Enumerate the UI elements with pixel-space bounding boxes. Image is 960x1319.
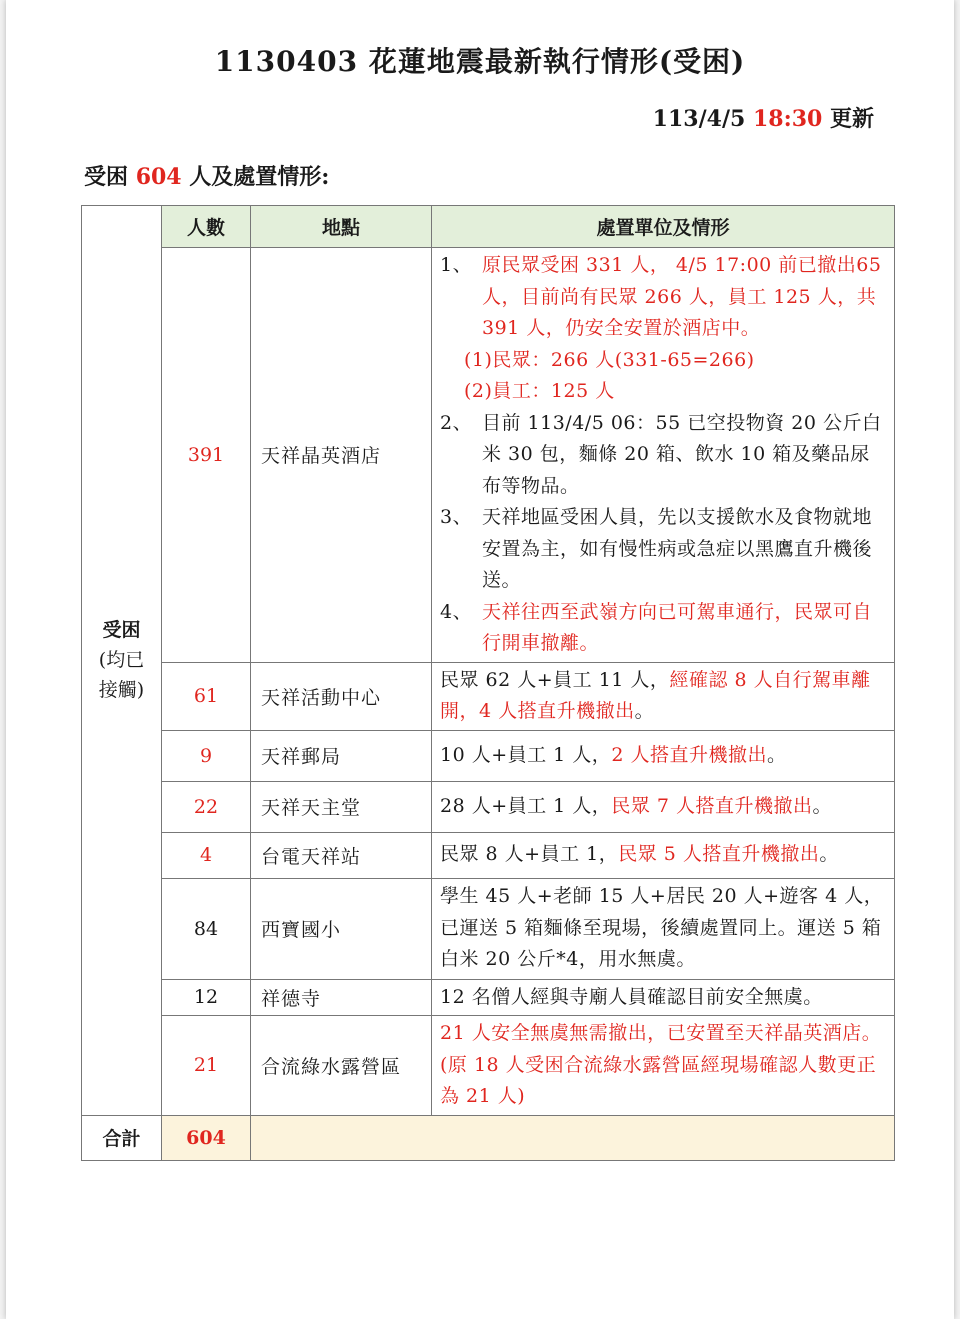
detail-item [440,597,888,660]
row-count: 9 [162,730,251,781]
item-text: 天祥往西至武嶺方向已可駕車通行，民眾可自行開車撤離。 [482,600,873,654]
detail-text-red: 民眾 7 人搭直升機撤出 [611,794,813,817]
row-detail [432,781,895,832]
row-count: 391 [162,248,251,663]
detail-text-red: 2 人搭直升機撤出 [611,743,767,766]
row-detail [432,248,895,663]
update-timestamp [653,102,874,133]
item-number: 1、 [440,254,473,276]
detail-text: 28 人+員工 1 人， [440,794,612,817]
side-label-line1: 受困 [102,619,141,642]
total-row [82,1115,895,1160]
detail-text-end: 。 [819,843,839,866]
header-place: 地點 [251,206,432,248]
item-number: 2、 [440,411,473,434]
sub-item: (1)民眾：266 人(331-65=266) [464,348,755,371]
table-row [82,730,895,781]
row-detail [432,662,895,730]
row-count: 21 [162,1016,251,1116]
row-count: 4 [162,832,251,878]
row-detail: 21 人安全無虞無需撤出，已安置至天祥晶英酒店。(原 18 人受困合流綠水露營區經現場確認人數更正為 21 人) [432,1016,895,1116]
section-heading [84,160,329,191]
detail-text: 民眾 62 人+員工 11 人， [440,668,670,691]
header-detail: 處置單位及情形 [432,206,895,248]
row-detail: 12 名僧人經與寺廟人員確認目前安全無虞。 [432,979,895,1016]
row-place: 天祥晶英酒店 [251,248,432,663]
table-row [82,1016,895,1116]
row-place: 台電天祥站 [251,832,432,878]
table-row [82,979,895,1016]
row-place: 合流綠水露營區 [251,1016,432,1116]
update-date: 113/4/5 [652,106,746,132]
item-number: 4、 [440,600,473,623]
detail-text: 10 人+員工 1 人， [440,743,612,766]
section-heading-suffix: 人及處置情形: [189,164,330,190]
table-row [82,878,895,979]
detail-text-red: 民眾 5 人搭直升機撤出 [618,843,820,866]
row-place: 西寶國小 [251,878,432,979]
item-number: 3、 [440,506,473,528]
total-count: 604 [162,1115,251,1160]
detail-text-red: 經確認 8 人自行駕車離開，4 人搭直升機撤出 [440,668,871,722]
section-heading-count: 604 [135,164,182,190]
detail-text: 民眾 8 人+員工 1， [440,843,619,866]
row-count: 22 [162,781,251,832]
detail-text-end: 。 [766,743,787,766]
table-row [82,781,895,832]
header-count: 人數 [162,206,251,248]
row-place: 天祥天主堂 [251,781,432,832]
item-text: 天祥地區受困人員，先以支援飲水及食物就地安置為主，如有慢性病或急症以黑鷹直升機後送。 [482,506,873,591]
section-heading-prefix: 受困 [84,164,129,190]
detail-text-end: 。 [812,794,832,817]
trapped-status-table [81,205,895,1161]
sub-item: (2)員工：125 人 [464,380,615,402]
table-row [82,248,895,663]
side-label-line2: (均已 [98,649,145,672]
item-text: 原民眾受困 331 人， 4/5 17:00 前已撤出65 人，目前尚有民眾 266 人，員工 125 人，共 391 人，仍安全安置於酒店中。 [482,254,882,339]
detail-text-end: 。 [634,700,655,722]
page-title: 1130403 花蓮地震最新執行情形(受困) [214,45,746,78]
detail-item [440,250,888,345]
table-row [82,662,895,730]
row-place: 祥德寺 [251,979,432,1016]
row-count: 84 [162,878,251,979]
row-detail [432,730,895,781]
row-detail: 學生 45 人+老師 15 人+居民 20 人+遊客 4 人，已運送 5 箱麵條至現場，後續處置同上。運送 5 箱白米 20 公斤*4，用水無虞。 [432,878,895,979]
row-place: 天祥活動中心 [251,662,432,730]
update-time: 18:30 [752,106,823,132]
row-count: 12 [162,979,251,1016]
detail-item [440,502,888,597]
table-row [82,832,895,878]
total-label: 合計 [82,1115,162,1160]
update-suffix: 更新 [829,106,874,132]
total-empty-cell [251,1115,895,1160]
side-label-line3: 接觸) [98,679,145,702]
row-count: 61 [162,662,251,730]
row-detail [432,832,895,878]
detail-item [440,408,888,503]
side-label [82,206,162,1116]
row-place: 天祥郵局 [251,730,432,781]
document-page [6,0,954,1319]
item-text: 目前 113/4/5 06：55 已空投物資 20 公斤白米 30 包，麵條 20 箱、飲水 10 箱及藥品尿布等物品。 [482,411,882,497]
